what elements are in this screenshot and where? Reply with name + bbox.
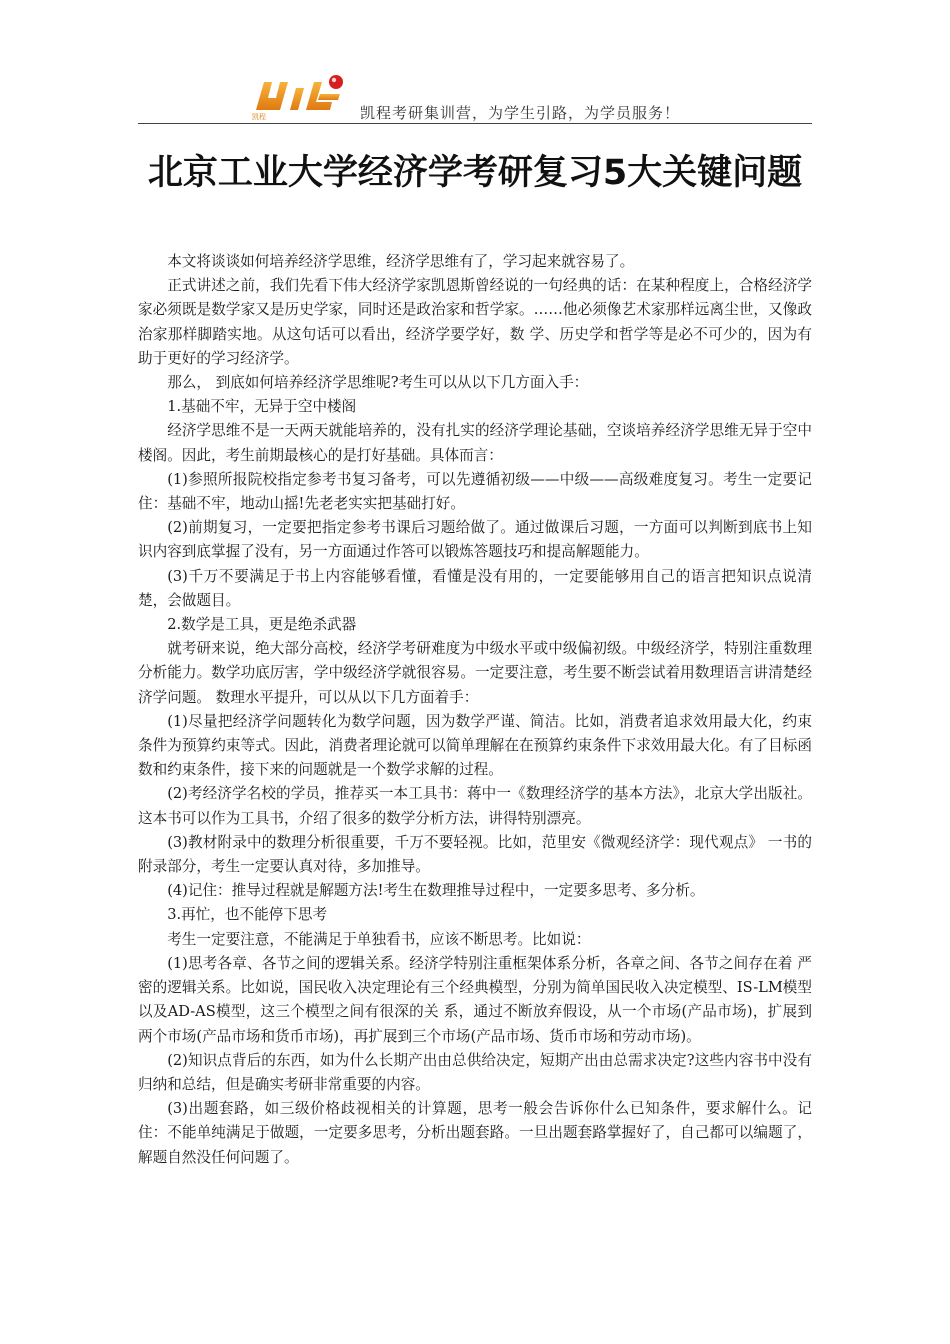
paragraph: 考生一定要注意，不能满足于单独看书，应该不断思考。比如说：: [167, 930, 591, 948]
header-divider: [138, 123, 812, 124]
paragraph: (2)考经济学名校的学员，推荐买一本工具书：蒋中一《数理经济学的基本方法》，北京大学出版社。这本书可以作为工具书，介绍了很多的数学分析方法，讲得特别漂亮。: [138, 785, 812, 827]
svg-text:凯程: 凯程: [252, 113, 266, 120]
paragraph: 正式讲述之前，我们先看下伟大经济学家凯恩斯曾经说的一句经典的话：在某种程度上，合格经济学 家必须既是数学家又是历史学家，同时还是政治家和哲学家。……他必须像艺术家那样远离尘世，又像政治家那样脚踏实地。从这句话可以看出，经济学要学好，数 学、历史学和哲学等是必不可少的，因为有助于更好的学习经济学。: [138, 277, 812, 367]
paragraph: (4)记住：推导过程就是解题方法!考生在数理推导过程中，一定要多思考、多分析。: [167, 882, 705, 900]
section-heading: 3.再忙，也不能停下思考: [167, 906, 328, 924]
document-title: 北京工业大学经济学考研复习5大关键问题: [147, 153, 803, 193]
section-heading: 2.数学是工具，更是绝杀武器: [167, 616, 357, 634]
paragraph: (3)千万不要满足于书上内容能够看懂，看懂是没有用的，一定要能够用自己的语言把知识点说清楚，会做题目。: [138, 567, 812, 609]
paragraph: 本文将谈谈如何培养经济学思维，经济学思维有了，学习起来就容易了。: [167, 253, 635, 270]
paragraph: (3)教材附录中的数理分析很重要，千万不要轻视。比如，范里安《微观经济学：现代观点》 一书的附录部分，考生一定要认真对待，多加推导。: [138, 833, 812, 876]
paragraph: 经济学思维不是一天两天就能培养的，没有扎实的经济学理论基础，空谈培养经济学思维无异于空中楼阁。因此，考生前期最核心的是打好基础。具体而言：: [138, 422, 812, 464]
page-header: [138, 70, 812, 124]
article-body: [138, 250, 812, 1170]
kaicheng-logo: [250, 70, 350, 120]
paragraph: (1)思考各章、各节之间的逻辑关系。经济学特别注重框架体系分析，各章之间、各节之间存在着 严密的逻辑关系。比如说，国民收入决定理论有三个经典模型，分别为简单国民收入决定模型、IS-LM模型以及AD-AS模型，这三个模型之间有很深的关 系，通过不断放弃假设，从一个市场(产品市场)，扩展到两个市场(产品市场和货币市场)，再扩展到三个市场(产品市场、货币市场和劳动市场)。: [138, 954, 812, 1045]
paragraph: (1)参照所报院校指定参考书复习备考，可以先遵循初级——中级——高级难度复习。考生一定要记住：基础不牢，地动山摇!先老老实实把基础打好。: [138, 470, 812, 513]
paragraph: (3)出题套路，如三级价格歧视相关的计算题，思考一般会告诉你什么已知条件，要求解什么。记住：不能单纯满足于做题，一定要多思考，分析出题套路。一旦出题套路掌握好了，自己都可以编题了，解题自然没任何问题了。: [138, 1100, 812, 1166]
paragraph: 那么， 到底如何培养经济学思维呢?考生可以从以下几方面入手：: [167, 374, 589, 392]
section-heading: 1.基础不牢，无异于空中楼阁: [167, 398, 357, 416]
paragraph: (2)前期复习，一定要把指定参考书课后习题给做了。通过做课后习题，一方面可以判断到底书上知识内容到底掌握了没有，另一方面通过作答可以锻炼答题技巧和提高解题能力。: [138, 519, 812, 561]
paragraph: 就考研来说，绝大部分高校，经济学考研难度为中级水平或中级偏初级。中级经济学，特别注重数理分析能力。数学功底厉害，学中级经济学就很容易。一定要注意，考生要不断尝试着用数理语言讲清楚经济学问题。 数理水平提升，可以从以下几方面着手：: [138, 640, 812, 706]
paragraph: (2)知识点背后的东西，如为什么长期产出由总供给决定，短期产出由总需求决定?这些内容书中没有归纳和总结，但是确实考研非常重要的内容。: [138, 1051, 812, 1093]
paragraph: (1)尽量把经济学问题转化为数学问题，因为数学严谨、简洁。比如，消费者追求效用最大化，约束条件为预算约束等式。因此，消费者理论就可以简单理解在在预算约束条件下求效用最大化。有了目标函数和约束条件，接下来的问题就是一个数学求解的过程。: [138, 712, 812, 779]
header-slogan: 凯程考研集训营，为学生引路，为学员服务！: [360, 104, 681, 122]
